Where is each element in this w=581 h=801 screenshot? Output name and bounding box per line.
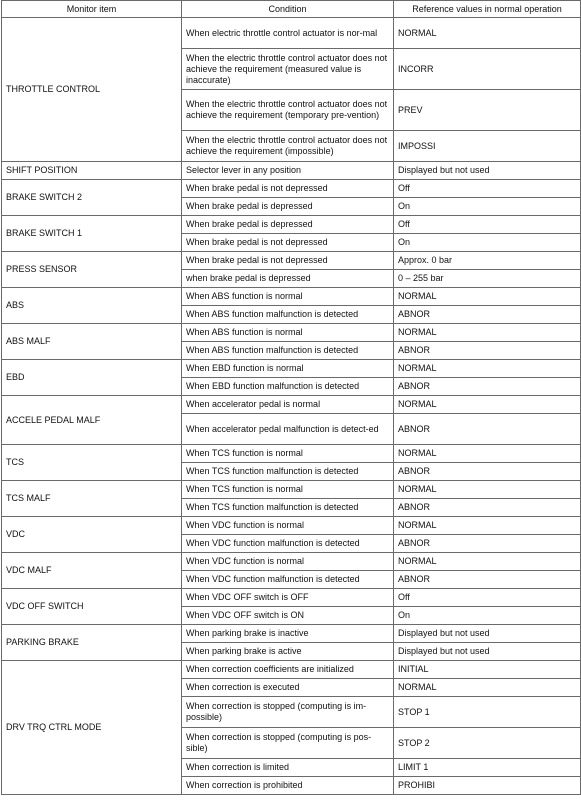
reference-value-cell: NORMAL xyxy=(394,18,581,49)
condition-cell: When TCS function is normal xyxy=(182,445,394,463)
table-row xyxy=(2,625,581,643)
table-row xyxy=(2,481,581,499)
condition-cell: When correction is limited xyxy=(182,759,394,777)
table-row xyxy=(2,360,581,378)
table-row xyxy=(2,216,581,234)
monitor-item-cell: TCS xyxy=(2,445,182,481)
condition-cell: Selector lever in any position xyxy=(182,162,394,180)
monitor-item-cell: ABS MALF xyxy=(2,324,182,360)
condition-cell: When VDC OFF switch is ON xyxy=(182,607,394,625)
monitor-item-cell: TCS MALF xyxy=(2,481,182,517)
condition-cell: When correction is stopped (computing is im-possible) xyxy=(182,697,394,728)
condition-cell: When EBD function malfunction is detected xyxy=(182,378,394,396)
header-reference-values: Reference values in normal operation xyxy=(394,1,581,18)
table-row xyxy=(2,18,581,49)
condition-cell: When the electric throttle control actuator does not achieve the requirement (measured value is inaccurate) xyxy=(182,49,394,90)
monitor-item-cell: VDC OFF SWITCH xyxy=(2,589,182,625)
monitor-item-cell: SHIFT POSITION xyxy=(2,162,182,180)
monitor-item-cell: BRAKE SWITCH 2 xyxy=(2,180,182,216)
table-row xyxy=(2,445,581,463)
reference-value-cell: On xyxy=(394,607,581,625)
reference-value-cell: STOP 1 xyxy=(394,697,581,728)
table-row xyxy=(2,661,581,679)
condition-cell: When correction is stopped (computing is pos-sible) xyxy=(182,728,394,759)
monitor-item-cell: ABS xyxy=(2,288,182,324)
reference-value-cell: LIMIT 1 xyxy=(394,759,581,777)
condition-cell: When brake pedal is depressed xyxy=(182,198,394,216)
monitor-item-cell: BRAKE SWITCH 1 xyxy=(2,216,182,252)
condition-cell: When ABS function malfunction is detected xyxy=(182,342,394,360)
monitor-item-cell: PRESS SENSOR xyxy=(2,252,182,288)
condition-cell: When VDC function is normal xyxy=(182,553,394,571)
reference-value-cell: ABNOR xyxy=(394,535,581,553)
monitor-item-cell: PARKING BRAKE xyxy=(2,625,182,661)
reference-value-cell: ABNOR xyxy=(394,306,581,324)
reference-value-cell: PROHIBI xyxy=(394,777,581,795)
table-row xyxy=(2,589,581,607)
condition-cell: When TCS function malfunction is detected xyxy=(182,499,394,517)
reference-value-cell: ABNOR xyxy=(394,414,581,445)
reference-value-cell: NORMAL xyxy=(394,517,581,535)
table-body xyxy=(2,18,581,795)
condition-cell: When correction is executed xyxy=(182,679,394,697)
table-row xyxy=(2,180,581,198)
condition-cell: when brake pedal is depressed xyxy=(182,270,394,288)
reference-value-cell: ABNOR xyxy=(394,571,581,589)
monitor-item-cell: VDC xyxy=(2,517,182,553)
condition-cell: When parking brake is inactive xyxy=(182,625,394,643)
monitor-table xyxy=(1,0,581,795)
reference-value-cell: On xyxy=(394,234,581,252)
reference-value-cell: ABNOR xyxy=(394,499,581,517)
condition-cell: When brake pedal is not depressed xyxy=(182,252,394,270)
monitor-item-cell: EBD xyxy=(2,360,182,396)
condition-cell: When TCS function malfunction is detected xyxy=(182,463,394,481)
table-row xyxy=(2,553,581,571)
condition-cell: When the electric throttle control actuator does not achieve the requirement (temporary pre-vention) xyxy=(182,90,394,131)
header-condition: Condition xyxy=(182,1,394,18)
reference-value-cell: Displayed but not used xyxy=(394,162,581,180)
monitor-item-cell: DRV TRQ CTRL MODE xyxy=(2,661,182,795)
condition-cell: When VDC function malfunction is detected xyxy=(182,571,394,589)
header-row xyxy=(2,1,581,18)
condition-cell: When ABS function is normal xyxy=(182,324,394,342)
table-row xyxy=(2,324,581,342)
reference-value-cell: NORMAL xyxy=(394,553,581,571)
reference-value-cell: NORMAL xyxy=(394,396,581,414)
condition-cell: When TCS function is normal xyxy=(182,481,394,499)
condition-cell: When parking brake is active xyxy=(182,643,394,661)
reference-value-cell: NORMAL xyxy=(394,679,581,697)
reference-value-cell: IMPOSSI xyxy=(394,131,581,162)
reference-value-cell: INITIAL xyxy=(394,661,581,679)
condition-cell: When ABS function malfunction is detected xyxy=(182,306,394,324)
reference-value-cell: NORMAL xyxy=(394,360,581,378)
reference-value-cell: NORMAL xyxy=(394,324,581,342)
condition-cell: When ABS function is normal xyxy=(182,288,394,306)
reference-value-cell: NORMAL xyxy=(394,445,581,463)
reference-value-cell: Off xyxy=(394,180,581,198)
condition-cell: When VDC function is normal xyxy=(182,517,394,535)
reference-value-cell: ABNOR xyxy=(394,463,581,481)
reference-value-cell: Displayed but not used xyxy=(394,643,581,661)
condition-cell: When VDC OFF switch is OFF xyxy=(182,589,394,607)
condition-cell: When accelerator pedal malfunction is detect-ed xyxy=(182,414,394,445)
reference-value-cell: PREV xyxy=(394,90,581,131)
header-monitor-item: Monitor item xyxy=(2,1,182,18)
reference-value-cell: INCORR xyxy=(394,49,581,90)
monitor-item-cell: ACCELE PEDAL MALF xyxy=(2,396,182,445)
condition-cell: When brake pedal is depressed xyxy=(182,216,394,234)
table-row xyxy=(2,396,581,414)
monitor-item-cell: VDC MALF xyxy=(2,553,182,589)
reference-value-cell: ABNOR xyxy=(394,342,581,360)
condition-cell: When EBD function is normal xyxy=(182,360,394,378)
reference-value-cell: Off xyxy=(394,216,581,234)
reference-value-cell: 0 – 255 bar xyxy=(394,270,581,288)
reference-value-cell: Approx. 0 bar xyxy=(394,252,581,270)
condition-cell: When brake pedal is not depressed xyxy=(182,180,394,198)
condition-cell: When correction is prohibited xyxy=(182,777,394,795)
table-row xyxy=(2,252,581,270)
table-row xyxy=(2,288,581,306)
reference-value-cell: Off xyxy=(394,589,581,607)
table-row xyxy=(2,517,581,535)
reference-value-cell: ABNOR xyxy=(394,378,581,396)
condition-cell: When electric throttle control actuator is nor-mal xyxy=(182,18,394,49)
reference-value-cell: On xyxy=(394,198,581,216)
monitor-item-cell: THROTTLE CONTROL xyxy=(2,18,182,162)
reference-value-cell: NORMAL xyxy=(394,481,581,499)
condition-cell: When accelerator pedal is normal xyxy=(182,396,394,414)
condition-cell: When brake pedal is not depressed xyxy=(182,234,394,252)
reference-value-cell: STOP 2 xyxy=(394,728,581,759)
reference-value-cell: Displayed but not used xyxy=(394,625,581,643)
condition-cell: When correction coefficients are initialized xyxy=(182,661,394,679)
condition-cell: When the electric throttle control actuator does not achieve the requirement (impossible) xyxy=(182,131,394,162)
table-row xyxy=(2,162,581,180)
condition-cell: When VDC function malfunction is detected xyxy=(182,535,394,553)
reference-value-cell: NORMAL xyxy=(394,288,581,306)
